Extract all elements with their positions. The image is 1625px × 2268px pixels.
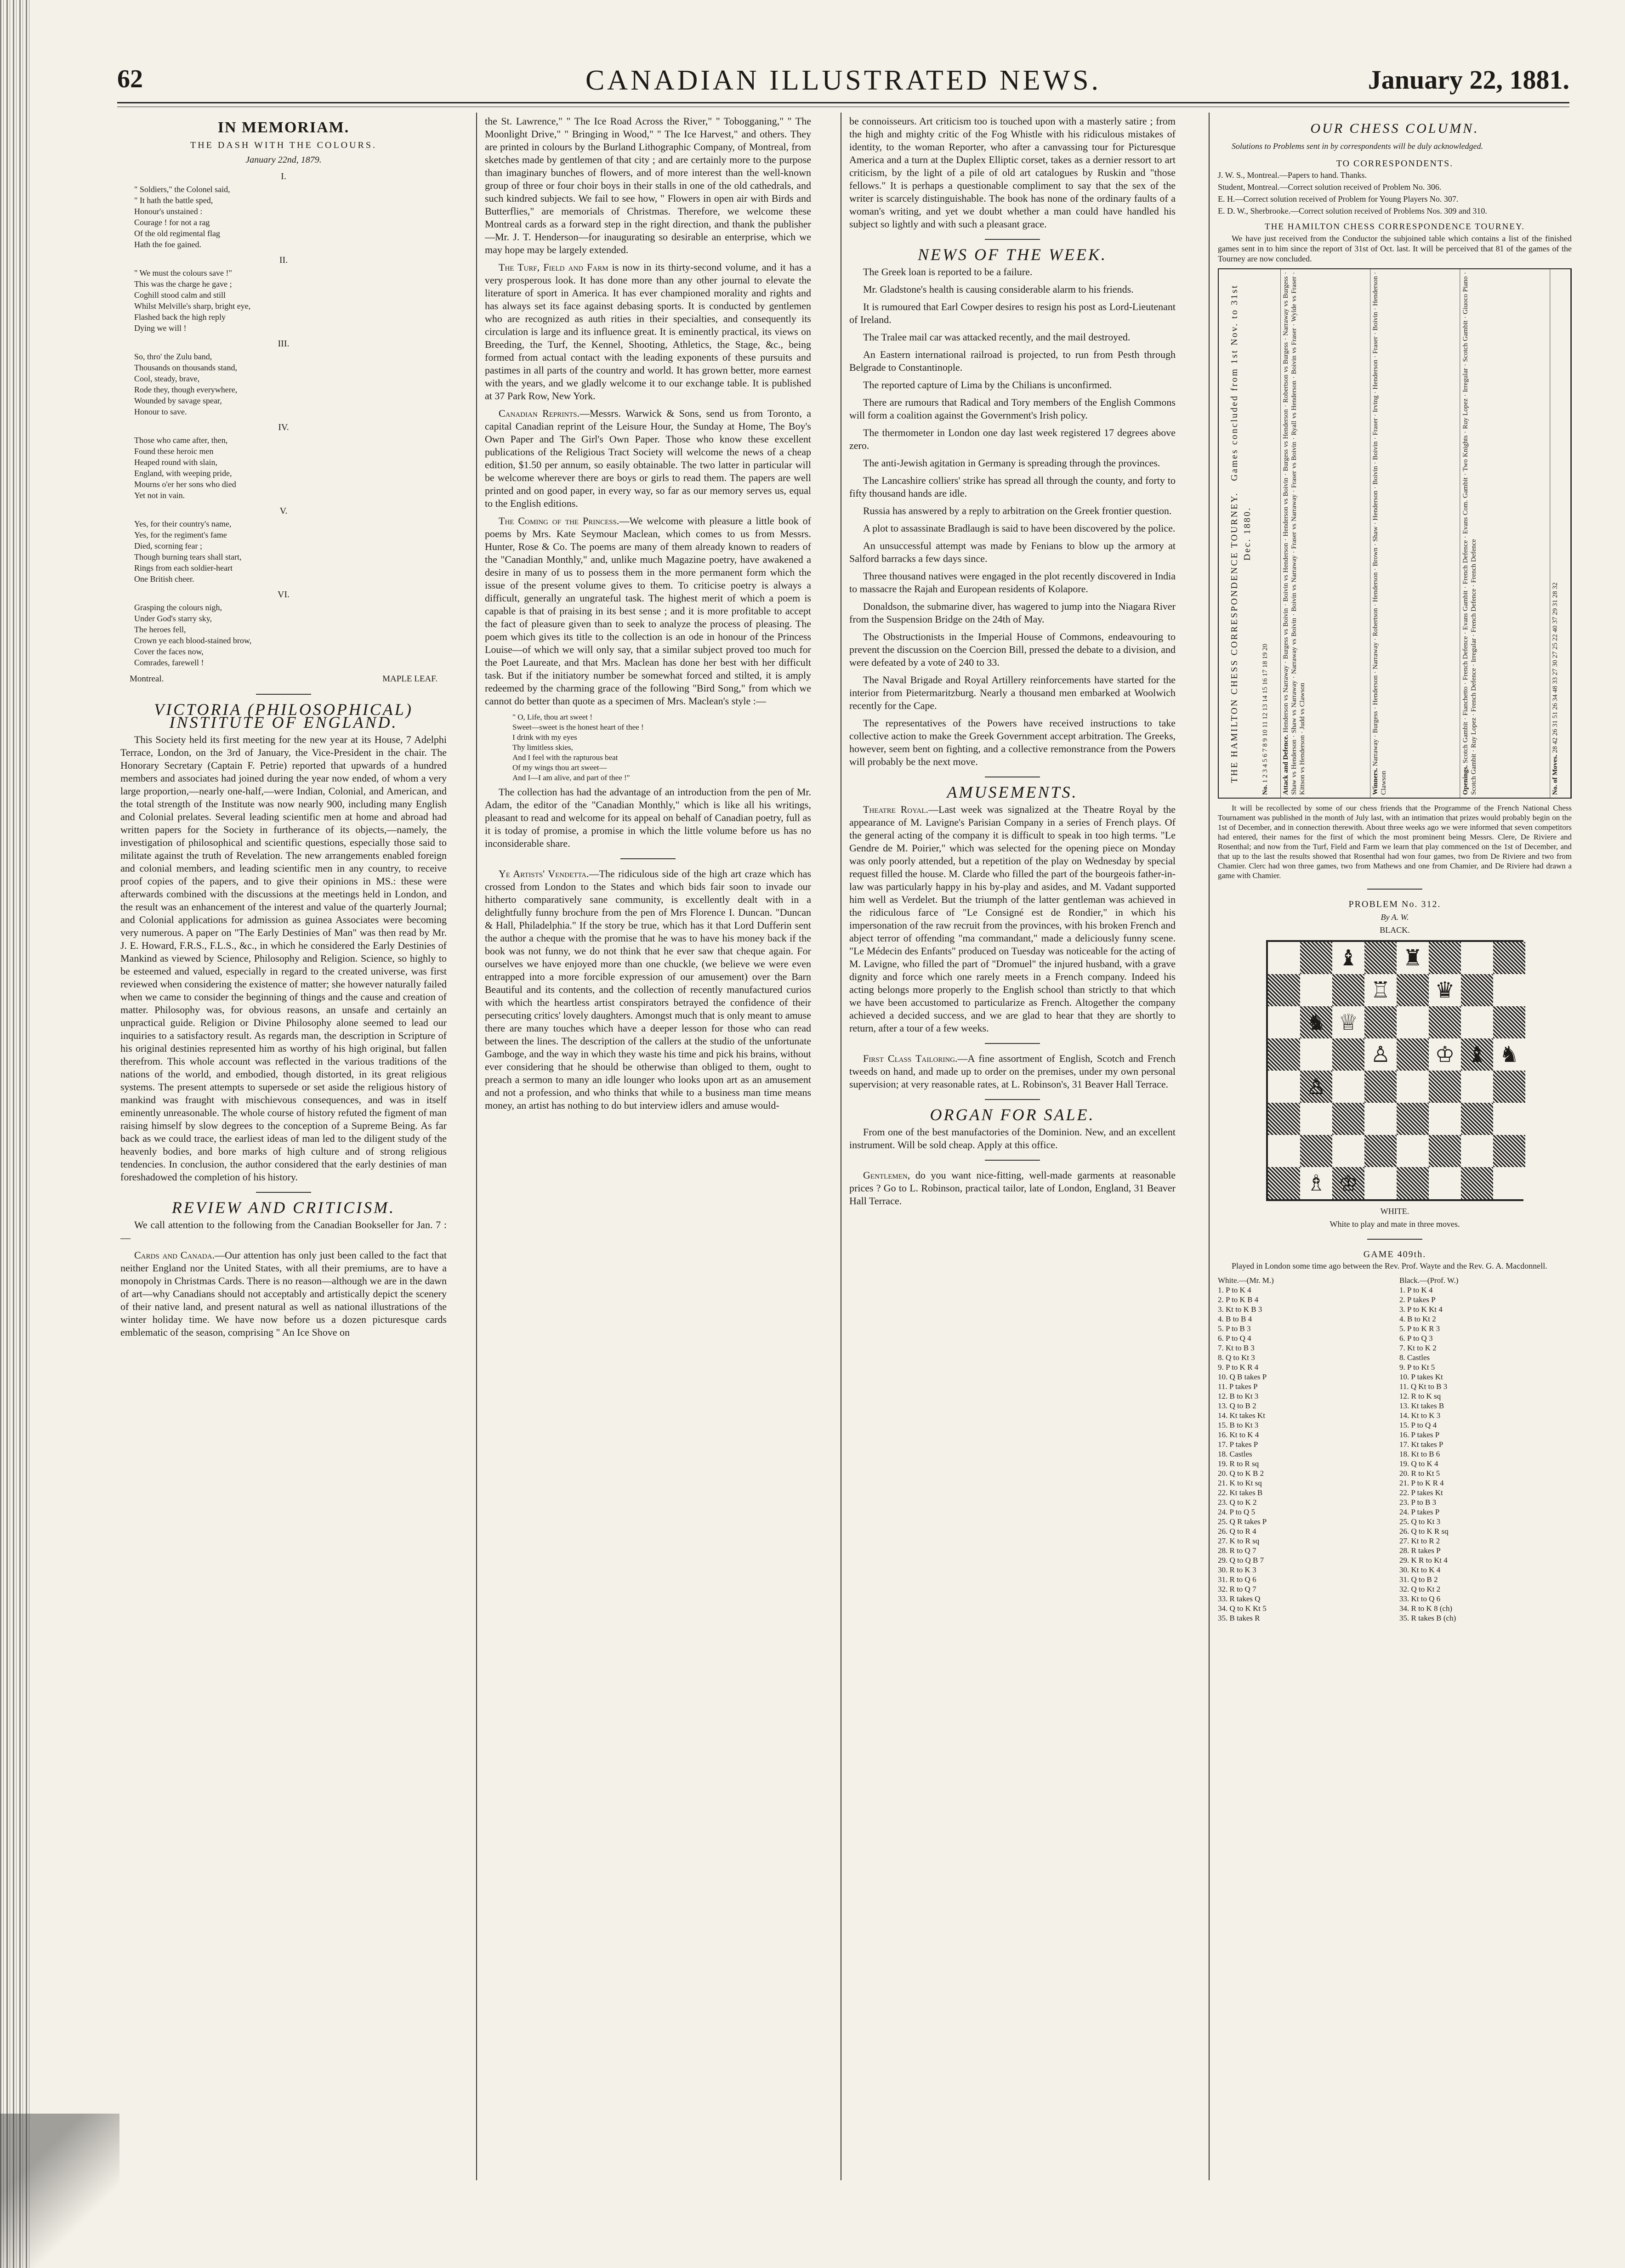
news-item: The Lancashire colliers' strike has spread all through the county, and forty to fifty thousand hands are idle.	[849, 475, 1176, 499]
gentlemen-lead: Gentlemen,	[863, 1169, 910, 1181]
memoriam-title: IN MEMORIAM.	[217, 119, 350, 136]
white-move: 22. Kt takes B	[1218, 1488, 1263, 1497]
board-square	[1268, 1103, 1300, 1135]
review-turf-lead: The Turf, Field and Farm	[499, 261, 608, 273]
board-square	[1332, 1103, 1364, 1135]
white-move: 31. R to Q 6	[1218, 1575, 1256, 1584]
white-move: 35. B takes R	[1218, 1614, 1260, 1622]
board-square	[1493, 1071, 1525, 1103]
black-moves-head: Black.—(Prof. W.)	[1399, 1276, 1459, 1285]
hamilton-title: THE HAMILTON CHESS CORRESPONDENCE TOURNEY.	[1265, 222, 1525, 232]
hamilton-column	[1550, 269, 1571, 798]
news-item: The reported capture of Lima by the Chilians is unconfirmed.	[863, 379, 1112, 391]
section-divider	[1367, 1239, 1422, 1240]
news-title: NEWS OF THE WEEK.	[918, 245, 1107, 264]
board-square	[1429, 1135, 1461, 1167]
hamilton-column-head: Attack and Defence.	[1282, 735, 1290, 795]
news-item: Donaldson, the submarine diver, has wagered to jump into the Niagara River from the Suspension Bridge on the 24th of May.	[849, 601, 1176, 625]
review-reprints-lead: Canadian Reprints.	[499, 408, 580, 419]
black-move: 27. Kt to R 2	[1399, 1537, 1440, 1545]
black-move: 15. P to Q 4	[1399, 1421, 1437, 1429]
board-square	[1268, 1071, 1300, 1103]
board-square	[1461, 1167, 1493, 1199]
white-move: 20. Q to K B 2	[1218, 1469, 1264, 1478]
stanza-number: V.	[279, 506, 288, 516]
review-cards	[120, 1249, 447, 1339]
black-move: 28. R takes P	[1399, 1546, 1441, 1555]
board-square	[1268, 1038, 1300, 1071]
gentlemen-text: do you want nice-fitting, well-made garments at reasonable prices ? Go to L. Robinson, practical tailor, late of London, England, 31 Beaver Hall Terrace.	[849, 1169, 1176, 1207]
board-square	[1493, 942, 1525, 974]
black-move: 3. P to K Kt 4	[1399, 1305, 1443, 1314]
hamilton-column-body: 28 42 26 31 51 26 34 48 33 27 30 27 25 22 40 37 29 31 28 32	[1551, 582, 1559, 753]
board-square	[1268, 942, 1300, 974]
board-square	[1332, 1038, 1364, 1071]
black-label: BLACK.	[1380, 925, 1410, 935]
tailoring-ad	[849, 1052, 1176, 1091]
stanza-number: IV.	[278, 422, 289, 432]
black-move: 19. Q to K 4	[1399, 1459, 1438, 1468]
board-square	[1461, 942, 1493, 974]
hamilton-column-body: Narraway · Burgess · Henderson · Narraway · Robertson · Henderson · Brown · Shaw · Henderson · Boivin · Boivin · Fraser · Irving · Henderson · Fraser · Boivin · Henderson · Clawson	[1372, 272, 1388, 795]
black-move: 7. Kt to K 2	[1399, 1344, 1437, 1352]
board-square	[1461, 1006, 1493, 1038]
white-move: 30. R to K 3	[1218, 1565, 1256, 1574]
column-2	[485, 115, 811, 2192]
board-square: ♔	[1429, 1038, 1461, 1071]
white-move: 12. B to Kt 3	[1218, 1392, 1259, 1400]
news-item: The anti-Jewish agitation in Germany is spreading through the provinces.	[863, 457, 1160, 469]
poem-title: THE DASH WITH THE COLOURS.	[190, 140, 377, 150]
white-move: 2. P to K B 4	[1218, 1295, 1259, 1304]
white-move: 27. K to R sq	[1218, 1537, 1260, 1545]
problem-title: PROBLEM No. 312.	[1348, 899, 1441, 909]
review-princess-lead: The Coming of the Princess.	[499, 515, 619, 527]
board-square	[1397, 974, 1429, 1006]
review-vendetta-text: —The ridiculous side of the high art craze which has crossed from London to the States and which bids fair soon to invade our hitherto comparatively sane community, is excellently dealt with in a delightfully funny brochure from the pen of Mrs Florence I. Duncan. "Duncan & Hall, Philadelphia." If the story be true, which has it that Lord Dufferin sent the author a cheque with the promise that he was to have his money back if the book was not funny, we do not think that he ever saw that cheque again. For ourselves we have enjoyed more than one chuckle, (we believe we were even entrapped into a more forcible expression of our amusement) over the Barn Beautiful and its contents, and the collection of recently manufactured curios with which the heartless artist conspirators betrayed the confidence of their persecuting critics' lovely daughters. Amongst much that is only meant to amuse there are many touches which have a deeper lesson for those who can read between the lines. The description of the callers at the studio of the unfortunate Gamboge, and the way in which they waste his time and pick his brains, without ever considering that he should be otherwise than obliged to them, ought to preach a sermon to many an idle lounger who looks upon art as an amusement and not a profession, and who thinks that while to a business man time means money, an artist has nothing to do but interview idlers and amuse would-	[485, 868, 811, 1111]
hamilton-column-head: Openings.	[1461, 765, 1469, 795]
board-square	[1268, 1167, 1300, 1199]
hamilton-table	[1218, 268, 1572, 799]
review-reprints	[485, 407, 811, 510]
white-move: 16. Kt to K 4	[1218, 1430, 1259, 1439]
hamilton-column	[1370, 269, 1460, 798]
amusements-title: AMUSEMENTS.	[947, 783, 1078, 801]
page-number: 62	[117, 65, 143, 93]
chess-problem-diagram	[1266, 940, 1523, 1201]
white-move: 15. B to Kt 3	[1218, 1421, 1259, 1429]
signature-place: Montreal.	[130, 674, 164, 684]
header-rule	[117, 102, 1569, 103]
board-square: ♞	[1300, 1006, 1332, 1038]
board-square	[1493, 974, 1525, 1006]
hamilton-column-head: Winners.	[1372, 768, 1380, 795]
white-move: 14. Kt takes Kt	[1218, 1411, 1265, 1420]
white-move: 5. P to B 3	[1218, 1324, 1251, 1333]
black-move: 11. Q Kt to B 3	[1399, 1382, 1448, 1391]
white-moves-head: White.—(Mr. M.)	[1218, 1276, 1274, 1285]
black-move: 29. K R to Kt 4	[1399, 1556, 1448, 1565]
board-square	[1397, 1103, 1429, 1135]
board-square	[1397, 1071, 1429, 1103]
review-vendetta-continued: be connoisseurs. Art criticism too is touched upon with a masterly satire ; from the high and mighty critic of the Fog Whistle with his ridiculous mistakes of identity, to the woman Reporter, who after a canvassing tour for Picturesque America and a turn at the Duplex Elliptic corset, takes as a dernier ressort to art criticism, by the light of a pile of old art catalogues by Ruskin and "those fellows." It is perhaps a questionable compliment to say that the sex of the writer is scarcely distinguishable. The book has none of the ordinary faults of a woman's writing, and yet we doubt whether a man could have handled his subject so lightly and with such a pleasant grace.	[849, 115, 1176, 230]
black-move: 32. Q to Kt 2	[1399, 1585, 1441, 1593]
page-header	[117, 64, 1569, 101]
black-move: 23. P to B 3	[1399, 1498, 1437, 1507]
white-label: WHITE.	[1380, 1207, 1409, 1216]
section-divider	[620, 858, 676, 859]
black-move: 35. R takes B (ch)	[1399, 1614, 1456, 1622]
news-item: The thermometer in London one day last week registered 17 degrees above zero.	[849, 427, 1176, 451]
board-square	[1364, 1167, 1397, 1199]
hamilton-column	[1281, 269, 1370, 798]
black-move: 12. R to K sq	[1399, 1392, 1441, 1400]
review-reprints-text: —Messrs. Warwick & Sons, send us from Toronto, a capital Canadian reprint of the Leisure Hour, the Sunday at Home, The Boy's Own Paper and The Girl's Own Paper. Those who know these excellent publications of the Religious Tract Society will welcome the news of a cheap edition, $1.50 per annum, so easily obtainable. The two latter in particular will be welcome wherever there are boys or girls to read them. The papers are well printed and on good paper, in every way, so far as our memory serves us, equal to the English editions.	[485, 408, 811, 509]
board-square	[1364, 1103, 1397, 1135]
review-collection: The collection has had the advantage of an introduction from the pen of Mr. Adam, the editor of the "Canadian Monthly," which is like all his writings, pleasant to read and welcome for its appeal on behalf of Canadian poetry, full as it is today of promise, a promise in which the little volume before us has no inconsiderable share.	[485, 786, 811, 849]
review-cards-lead: Cards and Canada.	[134, 1249, 215, 1261]
review-vendetta-lead: Ye Artists' Vendetta.	[499, 868, 589, 879]
board-square	[1461, 1103, 1493, 1135]
black-move: 30. Kt to K 4	[1399, 1565, 1441, 1574]
correspondent-entry: E. H.—Correct solution received of Problem for Young Players No. 307.	[1218, 194, 1459, 204]
stanza-text: Yes, for their country's name, Yes, for the regiment's fame Died, scorning fear ; Though burning tears shall start, Rings from each soldier-heart One British cheer.	[134, 519, 242, 584]
news-item: It is rumoured that Earl Cowper desires to resign his post as Lord-Lieutenant of Ireland.	[849, 301, 1176, 325]
news-item: There are rumours that Radical and Tory members of the English Commons will form a coalition against the Government's Irish policy.	[849, 397, 1176, 421]
poem-signature	[130, 673, 438, 686]
column-4	[1218, 115, 1572, 2192]
stanza-number: III.	[278, 339, 290, 349]
black-move: 18. Kt to B 6	[1399, 1450, 1440, 1458]
white-move: 23. Q to K 2	[1218, 1498, 1257, 1507]
organ-title: ORGAN FOR SALE.	[930, 1106, 1095, 1124]
scan-shadow	[0, 2114, 119, 2268]
board-square	[1429, 1006, 1461, 1038]
section-divider	[1367, 889, 1422, 890]
board-square	[1300, 974, 1332, 1006]
board-square: ♙	[1300, 1071, 1332, 1103]
board-square	[1461, 1071, 1493, 1103]
poem-date: January 22nd, 1879.	[245, 155, 322, 165]
column-1	[120, 115, 447, 2192]
board-square: ♝	[1332, 942, 1364, 974]
board-square	[1364, 1006, 1397, 1038]
news-item: A plot to assassinate Bradlaugh is said to have been discovered by the police.	[863, 522, 1176, 534]
news-item: The representatives of the Powers have received instructions to take collective action to make the Greek Government accept arbitration. The Greeks, however, seem bent on fighting, and a collective remonstrance from the Powers will probably be the next move.	[849, 717, 1176, 767]
board-square	[1397, 1038, 1429, 1071]
black-move: 21. P to K R 4	[1399, 1479, 1444, 1487]
board-square	[1332, 1071, 1364, 1103]
white-move: 25. Q R takes P	[1218, 1517, 1267, 1526]
black-move: 16. P takes P	[1399, 1430, 1440, 1439]
white-move: 24. P to Q 5	[1218, 1508, 1256, 1516]
poem-stanzas	[120, 170, 447, 668]
stanza-text: Grasping the colours nigh, Under God's starry sky, The heroes fell, Crown ye each blood-stained brow, Cover the faces now, Comrades, farewell !	[134, 603, 252, 667]
board-square: ♖	[1364, 974, 1397, 1006]
news-item: The Greek loan is reported to be a failure.	[863, 266, 1033, 278]
board-square	[1429, 942, 1461, 974]
white-move: 1. P to K 4	[1218, 1286, 1251, 1294]
board-square: ♜	[1397, 942, 1429, 974]
review-cards-text: —Our attention has only just been called to the fact that neither England nor the United States, with all their premiums, are to have a monopoly in Christmas Cards. There is no reason—although we are in the dawn of art—why Canadians should not acceptably and artistically depict the scenery of their native land, and present natural as well as national illustrations of the winter holiday time. We have now before us a dozen picturesque cards emblematic of the season, comprising " An Ice Shove on	[120, 1249, 447, 1338]
section-divider	[985, 1160, 1040, 1161]
hamilton-table-title: THE HAMILTON CHESS CORRESPONDENCE TOURNEY.	[1229, 492, 1239, 783]
white-move: 32. R to Q 7	[1218, 1585, 1256, 1593]
amusements-lead: Theatre Royal.	[863, 804, 928, 815]
issue-date: January 22, 1881.	[1368, 65, 1569, 95]
black-move: 20. R to Kt 5	[1399, 1469, 1440, 1478]
board-square	[1300, 1103, 1332, 1135]
hamilton-column-body: Scotch Gambit · Fianchetto · French Defence · Evans Gambit · French Defence · Evans Com. Gambit · Two Knights · Ruy Lopez · Irregular · Scotch Gambit · Giuoco Piano · Scotch Gambit · Ruy Lopez · French Defence · Irregular · French Defence · French Defence	[1461, 272, 1477, 795]
white-move: 3. Kt to K B 3	[1218, 1305, 1262, 1314]
board-square	[1268, 1006, 1300, 1038]
white-move: 8. Q to Kt 3	[1218, 1353, 1255, 1362]
board-square	[1332, 974, 1364, 1006]
board-square: ♛	[1429, 974, 1461, 1006]
section-divider	[985, 1099, 1040, 1100]
hamilton-table-subtitle: Games concluded from 1st Nov. to 31st Dec. 1880.	[1229, 284, 1252, 561]
white-move: 4. B to B 4	[1218, 1315, 1252, 1323]
stanza-text: So, thro' the Zulu band, Thousands on thousands stand, Cool, steady, brave, Rode they, though everywhere, Wounded by savage spear, Honour to save.	[134, 352, 238, 416]
black-move: 8. Castles	[1399, 1353, 1430, 1362]
board-square	[1429, 1167, 1461, 1199]
review-cards-continued: the St. Lawrence," " The Ice Road Across the River," " Tobogganing," " The Moonlight Drive," " Bringing in Wood," " The Ice Harvest," and others. They are printed in colours by the Burland Lithographic Company, of Montreal, from sketches made by gentlemen of that city ; and are certainly more to the purpose than imaginary bunches of flowers, and of more interest than the well-known group of three or four choir boys in their stalls in one of the old cathedrals, and such kindred subjects. We fail to see how, " Flowers in open air with Birds and Butterflies," are memorials of Christmas. Therefore, we welcome these Montreal cards as a forward step in the right direction, and thank the publisher—Mr. J. T. Henderson—for inaugurating so desirable an enterprise, which we may hope may be largely extended.	[485, 115, 811, 255]
black-move: 1. P to K 4	[1399, 1286, 1433, 1294]
correspondent-entry: J. W. S., Montreal.—Papers to hand. Thanks.	[1218, 170, 1367, 180]
board-square: ♝	[1461, 1038, 1493, 1071]
board-square	[1493, 1103, 1525, 1135]
board-square	[1493, 1135, 1525, 1167]
black-move: 5. P to K R 3	[1399, 1324, 1440, 1333]
correspondents-list	[1218, 170, 1572, 216]
black-move: 4. B to Kt 2	[1399, 1315, 1436, 1323]
hamilton-column-head: No. of Moves.	[1551, 754, 1559, 795]
black-move: 17. Kt takes P	[1399, 1440, 1443, 1449]
hamilton-column-body: 1 2 3 4 5 6 7 8 9 10 11 12 13 14 15 16 17 18 19 20	[1261, 643, 1269, 783]
board-square	[1332, 1135, 1364, 1167]
stanza-text: " Soldiers," the Colonel said, " It hath the battle sped, Honour's unstained : Courage ! for not a rag Of the old regimental flag Hath the foe gained.	[134, 185, 230, 249]
tailoring-lead: First Class Tailoring.	[863, 1053, 958, 1064]
board-square	[1461, 1135, 1493, 1167]
hamilton-table-columns	[1260, 269, 1571, 798]
chess-board	[1266, 940, 1523, 1201]
correspondent-entry: Student, Montreal.—Correct solution received of Problem No. 306.	[1218, 182, 1442, 192]
organ-text: From one of the best manufactories of the Dominion. New, and an excellent instrument. Will be sold cheap. Apply at this office.	[849, 1126, 1176, 1151]
news-item: An unsuccessful attempt was made by Fenians to blow up the armory at Salford barracks a few days since.	[849, 540, 1176, 564]
black-move: 33. Kt to Q 6	[1399, 1594, 1441, 1603]
white-move: 6. P to Q 4	[1218, 1334, 1251, 1343]
review-princess	[485, 515, 811, 708]
news-list	[849, 266, 1176, 768]
section-divider	[985, 239, 1040, 240]
news-item: The Naval Brigade and Royal Artillery reinforcements have started for the interior from Pietermaritzburg. Nearly a thousand men embarked at Woolwich recently for the Cape.	[849, 674, 1176, 711]
board-square	[1300, 1135, 1332, 1167]
white-move: 17. P takes P	[1218, 1440, 1258, 1449]
hamilton-column-head: No.	[1261, 784, 1269, 795]
white-move: 34. Q to K Kt 5	[1218, 1604, 1267, 1613]
signature-author: MAPLE LEAF.	[382, 674, 438, 684]
board-square	[1397, 1135, 1429, 1167]
victoria-body: This Society held its first meeting for the new year at its House, 7 Adelphi Terrace, London, on the 3rd of January, the Vice-President in the chair. The Honorary Secretary (Captain F. Petrie) reported that upwards of a hundred members and associates had joined during the year now ended, of whom a very large proportion,—nearly one-half,—were Indian, Colonial, and American, and the total strength of the Institute was now nearly 900, including many English and Colonial prelates. Several leading scientific men at home and abroad had written papers for the Society in furtherance of its objects,—namely, the investigation of philosophical and scientific questions, especially those said to militate against the truth of Revelation. The new arrangements enabled foreign and colonial members, and leading scientific men in any country, to receive proof copies of the papers, and to give their opinions in MS.: these were afterwards combined with the discussions at the meetings held in London, and the result was an enhancement of the interest and value of the quarterly Journal; and Colonial applications for admission as guinea Associates were becoming very numerous. A paper on "The Early Destinies of Man" was then read by Mr. J. E. Howard, F.R.S., F.L.S., &c., in which he considered the Early Destinies of Mankind as viewed by Science, Philosophy and Religion. Science, so highly to be esteemed and valued, especially in regard to the created universe, was first reviewed when considering the existence of matter; she however naturally failed when we came to consider the beginning of things and the cause and creation of matter. Philosophy was, for obvious reasons, an unsafe and certainly an unpractical guide. Religion or Divine Philosophy alone seemed to lead our inquiries to a satisfactory result. As regards man, the description in Scripture of his original destinies represented him as worthy of his high original, but fallen therefrom. This whole account was reflected in the various traditions of the nations of the world, and embodied, though distorted, in its great religious systems. The present attempts to supersede or set aside the religious history of mankind was fraught with mischievous consequences, and was in itself eminently unreasonable. The whole course of history refuted the figment of man raising himself by slow degrees to the conception of a Supreme Being. As far back as we could trace, the earliest ideas of man led to the diligent study of the heavenly bodies, and bore marks of high culture and of strong religious tendencies. In conclusion, the author considered that the early destinies of man foreshadowed the completion of his history.	[120, 734, 447, 1183]
amusements-text: —Last week was signalized at the Theatre Royal by the appearance of M. Lavigne's Parisian Company in a series of French plays. Of the general acting of the company it is difficult to speak in too high terms. "Le Gendre de M. Poirier," which was selected for the opening piece on Monday was only poorly attended, but a repetition of the play on Wednesday by special request filled the house. M. Clarde who filled the part of the bourgeois father-in-law was particularly happy in his by-play and asides, and M. Vadant supported him well as Verdelet. But the triumph of the latter gentleman was achieved in the ridiculous farce of "Le Consigné est de Rondier," in which his impersonation of the raw recruit from the provinces, with his broken French and abject terror of offending "ma commandant," made a deliciously funny scene. "Le Médecin des Enfants" produced on Tuesday was noticeable for the acting of M. Lavigne, who filled the part of "Dromuel" the injured husband, with a grave dignity and force which one rarely meets in a French company. Indeed his acting belongs more properly to the English school than strictly to that which we have been accustomed to particularize as French. Altogether the company achieved a decided success, and we are glad to hear that they are shortly to return, after a tour of a few weeks.	[849, 804, 1176, 1034]
white-move: 7. Kt to B 3	[1218, 1344, 1255, 1352]
black-move: 14. Kt to K 3	[1399, 1411, 1441, 1420]
correspondents-title: TO CORRESPONDENTS.	[1336, 159, 1454, 169]
black-move: 26. Q to K R sq	[1399, 1527, 1449, 1536]
problem-instruction: White to play and mate in three moves.	[1330, 1219, 1460, 1229]
game-moves	[1218, 1276, 1572, 1623]
white-move: 9. P to K R 4	[1218, 1363, 1259, 1372]
column-divider	[476, 113, 477, 2180]
black-move: 2. P takes P	[1399, 1295, 1436, 1304]
board-square	[1364, 1135, 1397, 1167]
amusements-body	[849, 803, 1176, 1035]
white-move: 13. Q to B 2	[1218, 1401, 1256, 1410]
review-title: REVIEW AND CRITICISM.	[171, 1198, 396, 1217]
section-divider	[256, 1192, 311, 1193]
board-square	[1461, 974, 1493, 1006]
news-item: Three thousand natives were engaged in the plot recently discovered in India to massacre the Rajah and European residents of Kolapore.	[849, 570, 1176, 595]
chess-note: Solutions to Problems sent in by correspondents will be duly acknowledged.	[1232, 142, 1483, 151]
board-square	[1300, 942, 1332, 974]
white-move: 19. R to R sq	[1218, 1459, 1259, 1468]
news-item: The Tralee mail car was attacked recently, and the mail destroyed.	[863, 331, 1131, 343]
stanza-text: " We must the colours save !" This was the charge he gave ; Coghill stood calm and still Whilst Melville's sharp, bright eye, Flashed back the high reply Dying we will !	[134, 268, 251, 333]
hamilton-text: We have just received from the Conductor the subjoined table which contains a list of the finished games sent in to him since the report of 31st of Oct. last. It will be perceived that 81 of the games of the Tourney are now concluded.	[1218, 234, 1572, 263]
review-vendetta	[485, 868, 811, 1112]
victoria-title: VICTORIA (PHILOSOPHICAL) INSTITUTE OF ENGLAND.	[154, 700, 413, 731]
review-turf	[485, 261, 811, 403]
black-move: 25. Q to Kt 3	[1399, 1517, 1441, 1526]
white-move: 28. R to Q 7	[1218, 1546, 1256, 1555]
board-square	[1429, 1071, 1461, 1103]
black-move: 24. P takes P	[1399, 1508, 1440, 1516]
black-move: 31. Q to B 2	[1399, 1575, 1438, 1584]
problem-author: By A. W.	[1381, 913, 1409, 922]
masthead-title: CANADIAN ILLUSTRATED NEWS.	[585, 65, 1102, 96]
white-move: 11. P takes P	[1218, 1382, 1258, 1391]
binding-edge	[0, 0, 32, 2268]
hamilton-column	[1260, 269, 1281, 798]
board-square: ♗	[1300, 1167, 1332, 1199]
board-square: ♙	[1364, 1038, 1397, 1071]
section-divider	[256, 694, 311, 695]
black-move: 13. Kt takes B	[1399, 1401, 1444, 1410]
board-square	[1429, 1103, 1461, 1135]
column-divider	[1209, 113, 1210, 2180]
board-square	[1364, 1071, 1397, 1103]
black-move: 9. P to Kt 5	[1399, 1363, 1435, 1372]
section-divider	[985, 1043, 1040, 1044]
hamilton-column	[1460, 269, 1550, 798]
column-3	[849, 115, 1176, 2192]
stanza-number: I.	[281, 171, 286, 181]
news-item: Russia has answered by a reply to arbitration on the Greek frontier question.	[863, 505, 1172, 516]
board-square: ♔	[1332, 1167, 1364, 1199]
game-title: GAME 409th.	[1363, 1249, 1426, 1259]
stanza-text: Those who came after, then, Found these heroic men Heaped round with slain, England, with weeping pride, Mourns o'er her sons who died Yet not in vain.	[134, 436, 236, 500]
board-square: ♞	[1493, 1038, 1525, 1071]
stanza-number: VI.	[277, 590, 290, 600]
french-tourney-notice: It will be recollected by some of our chess friends that the Programme of the French National Chess Tournament was published in the month of July last, with an intimation that prizes would probably begin on the 1st of December, and in connection therewith. About three weeks ago we were informed that seven competitors had entered, their names for the first of which the most prominent being Messrs. Clere, De Riviere and Rosenthal; and now from the Turf, Field and Farm we learn that play commenced on the 1st of December, and that up to the last the results showed that Rosenthal had won four games, two from De Riviere and two from Chamier. Clerc had won three games, two from Mathews and one from Chamier, and De Riviere had drawn a game with Chamier.	[1218, 804, 1572, 880]
hamilton-table-caption	[1228, 278, 1252, 788]
review-princess-text: —We welcome with pleasure a little book of poems by Mrs. Kate Seymour Maclean, which comes to us from Messrs. Hunter, Rose & Co. The poems are many of them already known to readers of the "Canadian Monthly," and, unlike much Magazine poetry, have awakened a desire in many of us to possess them in the more permanent form which the issue of the present volume gives to them. To criticise poetry is always a difficult, generally an ungrateful task. The highest merit of which a poem is capable is that of praising in its best sense ; and it is more profitable to accept the fact of pleasure given than to seek to analyze the process of pleasing. The poem which gives its title to the collection is an ode in honour of the Princess Louise—of which we will only say, that a similar subject proved too much for the Poet Laureate, and that Mrs. Maclean has done her best with her difficult task. But if the initiatory number be somewhat forced and stilted, it is amply redeemed by the charming grace of the following "Bird Song," from which we cannot do better than quote as a specimen of Mrs. Maclean's style :—	[485, 515, 811, 707]
board-square	[1397, 1167, 1429, 1199]
news-item: An Eastern international railroad is projected, to run from Pesth through Belgrade to Constantinople.	[849, 349, 1176, 373]
board-square	[1397, 1006, 1429, 1038]
black-move: 22. P takes Kt	[1399, 1488, 1443, 1497]
game-description: Played in London some time ago between the Rev. Prof. Wayte and the Rev. G. A. Macdonnell.	[1232, 1261, 1547, 1270]
black-move: 6. P to Q 3	[1399, 1334, 1433, 1343]
hamilton-column-body: Henderson vs Narraway · Burgess vs Boivin · Boivin vs Henderson · Henderson vs Boivin · Burgess vs Henderson · Robertson vs Burgess · Narraway vs Burgess · Shaw vs Henderson · Shaw vs Narraway · Narraway vs Boivin · Boivin vs Narraway · Fraser vs Narraway · Fraser vs Boivin · Ryall vs Henderson · Boivin vs Fraser · Wylde vs Fraser · Kittson vs Henderson · Judd vs Clawson	[1282, 272, 1306, 795]
news-item: Mr. Gladstone's health is causing considerable alarm to his friends.	[863, 284, 1134, 295]
black-move: 34. R to K 8 (ch)	[1399, 1604, 1453, 1613]
black-move: 10. P takes Kt	[1399, 1372, 1443, 1381]
board-square	[1493, 1167, 1525, 1199]
review-turf-text: is now in its thirty-second volume, and it has a very prosperous look. It has done more than any other journal to elevate the literature of sport in America. It has ever championed morality and rights and has always set its face against debasing sports. It is conducted by gentlemen who are recognized as auth rities in their specialties, and consequently its circulation is large and its influence great. It is eminently practical, its views on Breeding, the Turf, the Kennel, Shooting, Athletics, the Stage, &c., being formed from actual contact with the leading exponents of these pursuits and pastimes in all parts of the country and world. It has grown better, more earnest with the years, and we gladly welcome it to our exchange table. It is published at 37 Park Row, New York.	[485, 261, 811, 402]
board-square	[1493, 1006, 1525, 1038]
board-square	[1300, 1038, 1332, 1071]
bird-song-quote: " O, Life, thou art sweet ! Sweet—sweet is the honest heart of thee ! I drink with my eyes Thy limitless skies, And I feel with the rapturous beat Of my wings thou art sweet— And I—I am alive, and part of thee !"	[512, 713, 644, 782]
news-item: The Obstructionists in the Imperial House of Commons, endeavouring to prevent the discussion on the Coercion Bill, pressed the debate to a division, and were defeated by a vote of 240 to 33.	[849, 631, 1176, 668]
correspondent-entry: E. D. W., Sherbrooke.—Correct solution received of Problems Nos. 309 and 310.	[1218, 206, 1487, 215]
chess-column-title: OUR CHESS COLUMN.	[1310, 121, 1479, 136]
tailoring-text: —A fine assortment of English, Scotch and French tweeds on hand, and made up to order on the premises, under my own personal supervision; at very reasonable rates, at L. Robinson's, 31 Beaver Hall Terrace.	[849, 1053, 1176, 1090]
board-square	[1268, 974, 1300, 1006]
board-square: ♕	[1332, 1006, 1364, 1038]
white-move: 21. K to Kt sq	[1218, 1479, 1262, 1487]
review-intro: We call attention to the following from the Canadian Bookseller for Jan. 7 :—	[120, 1219, 447, 1243]
white-move: 33. R takes Q	[1218, 1594, 1261, 1603]
board-square	[1268, 1135, 1300, 1167]
stanza-number: II.	[279, 255, 288, 265]
white-move: 10. Q B takes P	[1218, 1372, 1267, 1381]
white-move: 18. Castles	[1218, 1450, 1252, 1458]
white-move: 29. Q to Q B 7	[1218, 1556, 1264, 1565]
board-square	[1364, 942, 1397, 974]
white-move: 26. Q to R 4	[1218, 1527, 1256, 1536]
gentlemen-ad	[849, 1169, 1176, 1208]
